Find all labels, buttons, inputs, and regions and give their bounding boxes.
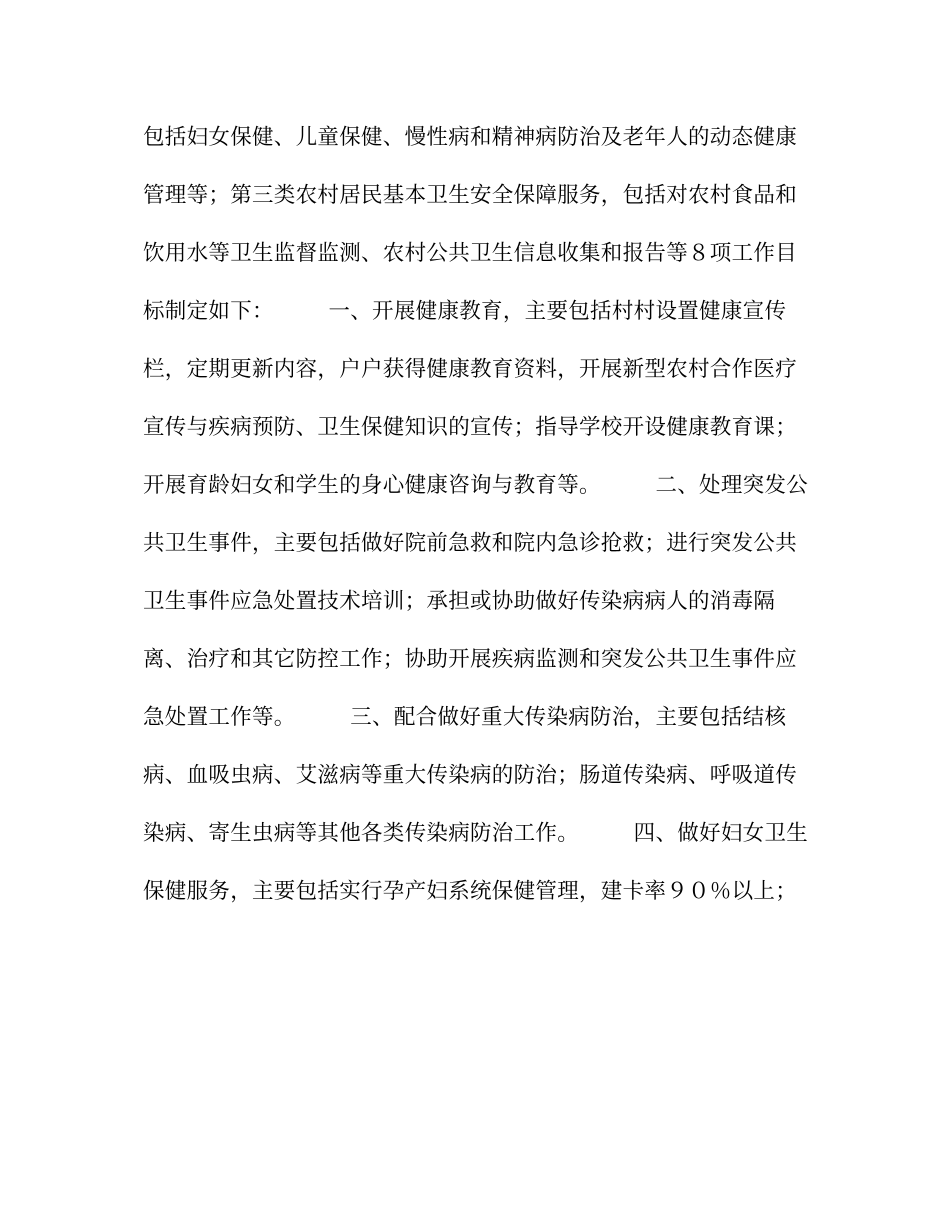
text-line: 共卫生事件，主要包括做好院前急救和院内急诊抢救；进行突发公共 xyxy=(143,531,798,556)
text-line: 栏，定期更新内容，户户获得健康教育资料，开展新型农村合作医疗 xyxy=(143,357,798,382)
text-line: 开展育龄妇女和学生的身心健康咨询与教育等。 二、处理突发公 xyxy=(143,473,809,498)
text-line: 卫生事件应急处置技术培训；承担或协助做好传染病病人的消毒隔 xyxy=(143,589,776,614)
text-line: 急处置工作等。 三、配合做好重大传染病防治，主要包括结核 xyxy=(143,705,787,730)
text-line: 病、血吸虫病、艾滋病等重大传染病的防治；肠道传染病、呼吸道传 xyxy=(143,763,798,788)
text-line: 宣传与疾病预防、卫生保健知识的宣传；指导学校开设健康教育课； xyxy=(143,415,798,440)
body-text xyxy=(143,118,823,930)
text-line: 管理等；第三类农村居民基本卫生安全保障服务，包括对农村食品和 xyxy=(143,183,798,208)
text-line: 保健服务，主要包括实行孕产妇系统保健管理，建卡率９０％以上； xyxy=(143,879,798,904)
text-line: 离、治疗和其它防控工作；协助开展疾病监测和突发公共卫生事件应 xyxy=(143,647,798,672)
text-line: 标制定如下： 一、开展健康教育，主要包括村村设置健康宣传 xyxy=(143,299,787,324)
text-line: 染病、寄生虫病等其他各类传染病防治工作。 四、做好妇女卫生 xyxy=(143,821,809,846)
text-line: 饮用水等卫生监督监测、农村公共卫生信息收集和报告等８项工作目 xyxy=(143,241,798,266)
text-line: 包括妇女保健、儿童保健、慢性病和精神病防治及老年人的动态健康 xyxy=(143,125,798,150)
